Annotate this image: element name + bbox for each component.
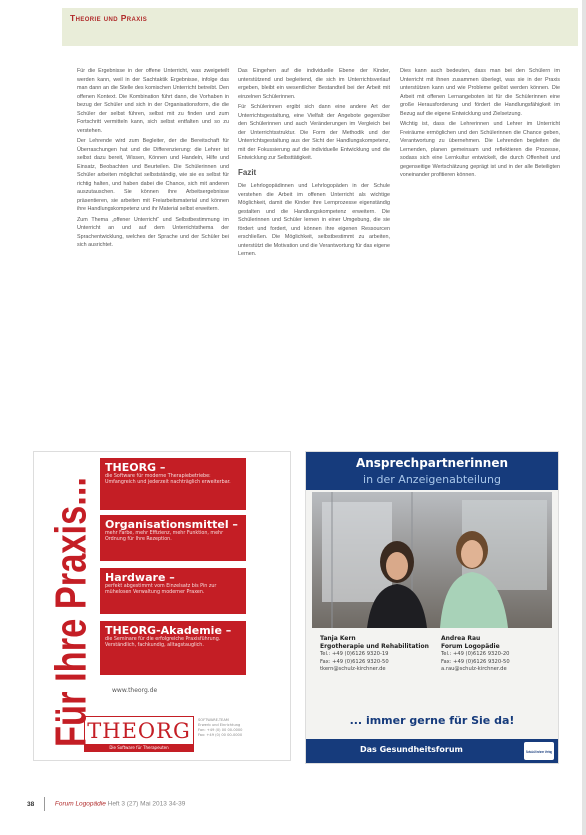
article-column-3 [400, 67, 560, 182]
theorg-address [198, 718, 254, 738]
ad-block-title: Organisationsmittel – [105, 518, 238, 531]
section-title: Theorie und Praxis [70, 13, 148, 23]
publisher-logo [524, 742, 554, 760]
paragraph: Das Eingehen auf die individuelle Ebene der Kinder, unterstützend und begleitend, die sich im Unterrichtsverlauf ergeben, bleibt ein wesentlicher Bestandteil bei der Arbeit mit einzelnen Schülerinnen. [238, 68, 390, 100]
logo-word: THEORG [87, 719, 191, 743]
contact-person-kern [320, 635, 438, 674]
logo-tagline: Die Software für Therapeuten [85, 744, 193, 751]
paragraph: Die Lehrlogopädinnen und Lehrlogopäden in der Schule verstehen die Arbeit im offenen Unterricht als wichtige Möglichkeit, damit die Kinder ihre Lernprozesse eigenständig gestalten und die Handlungskompetenz erweitern. Die Schülerinnen und Schüler lernen in einer Umgebung, die sie fördert und fordert, und können ihre eigenen Ressourcen erschließen. Die Möglichkeit, selbstbestimmt zu arbeiten, unterstützt die Motivation und die Verantwortung für das eigene Lernen. [238, 183, 390, 257]
person-email-link[interactable]: a.rau@schulz-kirchner.de [441, 666, 507, 672]
person-phone: Tel.: +49 (0)6126 9320-19 [320, 651, 389, 657]
page-range: 34-39 [168, 800, 186, 808]
address-line: Fon: +49 (0) 00 00-0000 [198, 728, 243, 732]
paragraph: Für die Ergebnisse in der offene Unterricht, was zweigeteilt werden kann, weil in der Sachtaktik Ergebnisse, infolge das man dann an die Stelle des komischen Unterricht betreibt. Den offenen Kontext. Die Kombination führt dann, die Vorhaben in bezug der Schüler und sich in der Organisationsform, die die Schüler der selbst führen, selbst mit zu finden und zum Fortschritt vermitteln kann, sich selbst entfalten und so zu verstehen. [77, 68, 229, 134]
person-name: Andrea Rau [441, 635, 481, 642]
fazit-heading: Fazit [238, 167, 257, 177]
contact-advertisement [305, 451, 559, 764]
person-fax: Fax: +49 (0)6126 9320-50 [320, 658, 389, 665]
page-number: 38 [27, 800, 35, 808]
person-email-link[interactable]: tkern@schulz-kirchner.de [320, 666, 386, 672]
paragraph: Der Lehrende wird zum Begleiter, der die Bereitschaft für Überraschungen hat und die Differenzierung: die Lehrer ist selbst dazu bereit, Wissen, Können und Handeln, Hilfe und Einsatz, Beobachten und Beurteilen. Die Schülerinnen und Schüler arbeiten möglichst selbstständig, wie sie es selbst für richtig halten, und haben dabei die Chance, sich mit anderen auszutauschen. Sie können ihre Arbeitsergebnisse präsentieren, sie arbeiten mit Freiarbeitsmaterial und können ihre Handlungskompetenz und ihr Material selbst erweitern. [77, 138, 229, 212]
ad-block-organisation [100, 515, 246, 561]
ad-block-subtitle: die Software für moderne Therapiebetriebe: Umfangreich und jederzeit nachträglich erweiterbar. [105, 474, 231, 485]
issue-info: Heft 3 (27) Mai 2013 [107, 800, 167, 808]
article-column-2 [238, 67, 390, 261]
vertical-slogan-text: Für Ihre Praxis... [46, 402, 96, 747]
contact-header [306, 452, 558, 490]
theorg-url-link[interactable]: www.theorg.de [112, 687, 158, 694]
ad-block-subtitle: perfekt abgestimmt vom Einzelsatz bis Pin zur mühelosen Verwaltung moderner Praxen. [105, 584, 217, 595]
paragraph: Dies kann auch bedeuten, dass man bei den Schülern im Unterricht mit ihnen zusammen überlegt, was sie in der Praxis unterstützen kann und wie Probleme gelöst werden können. Die Arbeit mit offenen Lernangeboten ist für die Schülerinnen eine große Herausforderung und fördert die Handlungsfähigkeit im Bezug auf die eigene Entwicklung und Zielsetzung. [400, 68, 560, 117]
page-edge-shadow [582, 0, 586, 835]
journal-name: Forum Logopädie [54, 800, 106, 808]
publisher-logo-text: Schulz-Kirchner Verlag [526, 749, 553, 754]
article-column-1 [77, 67, 229, 252]
ad-block-title: THEORG – [105, 461, 166, 474]
paragraph: Für Schülerinnen ergibt sich dann eine andere Art der Unterrichtsgestaltung, eine Vielfalt der Angebote gegenüber den Schülerinnen und auch Veränderungen im Vergleich bei der Unterrichtsstruktur. Die Form der Methodik und der Unterrichtsgestaltung aus der Sicht der Handlungskompetenz, mit der Fokussierung auf die individuelle Entwicklung und die Entwicklung zur Selbsttätigkeit. [238, 104, 390, 161]
person-fax: Fax: +49 (0)6126 9320-50 [441, 658, 510, 665]
paragraph: Zum Thema „offener Unterricht“ und Selbstbestimmung im Unterricht an und auf dem Unterrichtsthema der Sprachentwicklung, welches der Sprache und der Schüler bei sich ausrichtet. [77, 216, 229, 248]
contact-footer [306, 739, 558, 763]
ad-block-hardware [100, 568, 246, 614]
footer-label: Das Gesundheitsforum [360, 745, 463, 754]
address-line: Erwerb und Einrichtung [198, 723, 241, 727]
person-role: Forum Logopädie [441, 643, 500, 650]
contact-slogan: ... immer gerne für Sie da! [349, 714, 515, 727]
ad-block-subtitle: mehr Farbe, mehr Effizienz, mehr Funktion, mehr Ordnung für Ihre Rezeption. [105, 531, 224, 542]
footer-divider [44, 797, 45, 811]
person-phone: Tel.: +49 (0)6126 9320-20 [441, 651, 510, 657]
page-footer [27, 797, 185, 811]
ad-block-subtitle: die Seminare für die erfolgreiche Praxisführung. Verständlich, fachkundig, alltagstauglich. [105, 637, 221, 648]
ad-block-title: THEORG-Akademie – [105, 624, 232, 637]
address-line: SOFTWARE-TEAM [198, 718, 229, 722]
contact-photo [312, 492, 552, 628]
ad-block-title: Hardware – [105, 571, 175, 584]
person-name: Tanja Kern [320, 635, 356, 642]
ad-block-akademie [100, 621, 246, 675]
person-role: Ergotherapie und Rehabilitation [320, 643, 429, 650]
address-line: Fax: +49 (0) 00 00-0000 [198, 733, 243, 737]
contact-title: Ansprechpartnerinnen [355, 456, 509, 470]
contact-person-rau [441, 635, 559, 674]
theorg-logo [84, 716, 194, 752]
contact-subtitle: in der Anzeigenabteilung [363, 473, 501, 486]
paragraph: Wichtig ist, dass die Lehrerinnen und Lehrer im Unterricht Freiräume ermöglichen und den Schülerinnen die Chance geben, Verantwortung zu übernehmen. Die Lehrenden begleiten die Lernenden, planen gemeinsam und reflektieren die Prozesse, sodass sich eine Lernkultur entwickelt, die durch Offenheit und gegenseitige Wertschätzung geprägt ist und in der alle Beteiligten voneinander profitieren können. [400, 121, 560, 178]
ad-block-theorg [100, 458, 246, 510]
